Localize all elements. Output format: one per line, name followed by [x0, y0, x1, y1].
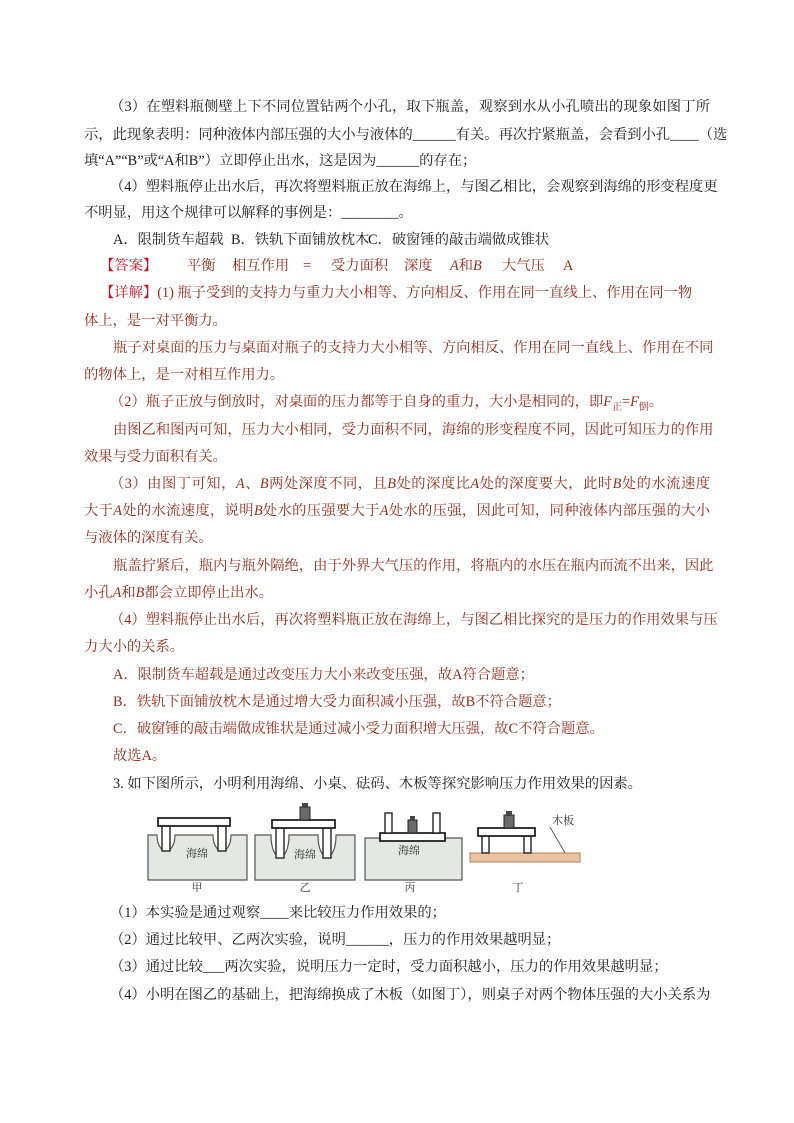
panel-label-jia: 甲 [191, 882, 203, 894]
variable-letter: A [379, 503, 389, 519]
weight [504, 815, 514, 828]
answer-item-3: = [303, 258, 312, 274]
detail-label: 【详解】 [100, 285, 158, 301]
formula-suffix: 。 [648, 394, 664, 410]
panel-label-yi: 乙 [299, 882, 311, 894]
detail-line-17: C．破窗锤的敲击端做成锥状是通过减小受力面积增大压强，故C不符合题意。 [113, 721, 604, 737]
panel-bing [365, 813, 462, 894]
answer-item-4: 受力面积 [331, 258, 389, 274]
variable-letter: A [450, 258, 459, 274]
weight-knob [506, 811, 512, 815]
detail-line-10: 与液体的深度有关。 [84, 530, 213, 546]
q2-options [113, 230, 613, 250]
board-leader-line [550, 827, 565, 853]
weight [300, 807, 310, 820]
option-a: A．限制货车超载 [113, 232, 224, 248]
detail-line-14: 力大小的关系。 [84, 639, 185, 655]
table-leg-right [323, 828, 331, 858]
sponge-label: 海绵 [186, 848, 208, 860]
answer-item-8: A [563, 258, 574, 274]
subscript-inverted: 倒 [638, 402, 649, 413]
option-c: C．破窗锤的敲击端做成锥状 [368, 232, 550, 248]
variable-letter: B [259, 476, 269, 492]
variable-letter: B [473, 258, 482, 274]
variable-letter: A [113, 503, 122, 519]
detail-line-7: 效果与受力面积有关。 [84, 449, 227, 465]
variable-letter: A [112, 585, 122, 601]
q3-subquestion-4: （4）小明在图乙的基础上，把海绵换成了木板（如图丁），则桌子对两个物体压强的大小关系为 [110, 987, 711, 1003]
detail-line-4: 的物体上，是一对相互作用力。 [84, 367, 285, 383]
panel-ding [470, 811, 580, 894]
answer-item-6: A和B [450, 258, 482, 274]
table-leg-right [218, 826, 226, 851]
q3-subquestion-1: （1）本实验是通过观察____来比较压力作用效果的； [110, 905, 446, 921]
table-leg-left [162, 826, 170, 851]
answer-item-7: 大气压 [502, 258, 545, 274]
variable-letter: B [135, 585, 145, 601]
answer-label: 【答案】 [100, 258, 158, 274]
table-leg-left [385, 813, 392, 833]
answer-item-1: 平衡 [187, 258, 216, 274]
q3-stem: 3. 如下图所示，小明利用海绵、小桌、砝码、木板等探究影响压力作用效果的因素。 [113, 776, 642, 792]
force-symbol: F [603, 394, 612, 410]
weight-knob [410, 816, 415, 820]
force-symbol: F [630, 394, 639, 410]
option-b: B．铁轨下面铺放枕木 [231, 232, 370, 248]
panel-yi [255, 803, 355, 894]
detail-line-2: 体上，是一对平衡力。 [84, 313, 227, 329]
variable-letter: A [470, 476, 480, 492]
detail-line-16: B．铁轨下面铺放枕木是通过增大受力面积减小压强，故B不符合题意； [113, 694, 561, 710]
sponge-label: 海绵 [294, 849, 316, 861]
table-leg-right [524, 836, 531, 853]
panel-label-ding: 丁 [512, 882, 524, 894]
subscript-upright: 正 [611, 402, 622, 413]
table-leg-left [482, 836, 489, 853]
variable-letter: A [235, 476, 245, 492]
variable-letter: B [387, 476, 397, 492]
detail-line-13: （4）塑料瓶停止出水后，再次将塑料瓶正放在海绵上，与图乙相比探究的是压力的作用效果与压 [110, 612, 718, 628]
detail-line-6: 由图乙和图丙可知，压力大小相同，受力面积不同，海绵的形变程度不同，因此可知压力的作用 [113, 422, 714, 438]
q3-subquestion-3: （3）通过比较___两次实验，说明压力一定时，受力面积越小，压力的作用效果越明显； [110, 959, 668, 975]
sponge-label: 海绵 [398, 845, 420, 857]
equals-sign: = [621, 394, 631, 410]
detail-line-9: 大于A处的水流速度，说明B处水的压强要大于A处水的压强，因此可知，同种液体内部压强的大小 [84, 503, 711, 519]
detail-line-15: A．限制货车超载是通过改变压力大小来改变压强，故A符合题意； [113, 667, 534, 683]
panel-jia [148, 818, 247, 894]
weight [408, 820, 417, 833]
detail-text: (1) 瓶子受到的支持力与重力大小相等、方向相反、作用在同一直线上、作用在同一物 [157, 285, 693, 301]
variable-letter: B [612, 476, 622, 492]
q2-part4-line1: （4）塑料瓶停止出水后，再次将塑料瓶正放在海绵上，与图乙相比，会观察到海绵的形变程度更 [110, 179, 718, 195]
q2-part4-line2: 不明显，用这个规律可以解释的事例是：________。 [84, 205, 413, 221]
variable-letter: B [253, 503, 263, 519]
table-leg-left [276, 828, 284, 858]
detail-line-3: 瓶子对桌面的压力与桌面对瓶子的支持力大小相等、方向相反、作用在同一直线上、作用在不同 [113, 340, 714, 356]
detail-formula-line [110, 392, 663, 412]
weight-knob [302, 803, 308, 807]
wood-board [470, 853, 580, 862]
answer-item-5: 深度 [404, 258, 433, 274]
answer-item-2: 相互作用 [232, 258, 290, 274]
detail-line-11: 瓶盖拧紧后，瓶内与瓶外隔绝，由于外界大气压的作用，将瓶内的水压在瓶内而流不出来，因此 [113, 558, 714, 574]
q2-part3-line1: （3）在塑料瓶侧壁上下不同位置钻两个小孔，取下瓶盖，观察到水从小孔喷出的现象如图丁所 [110, 99, 710, 115]
formula-prefix: （2）瓶子正放与倒放时，对桌面的压力都等于自身的重力，大小是相同的，即 [110, 394, 604, 410]
experiment-figure [140, 800, 610, 898]
table-top [158, 818, 230, 826]
table-top-inverted [380, 833, 445, 841]
answer-line [100, 256, 580, 276]
detail-line-1 [100, 283, 710, 303]
detail-line-8: （3）由图丁可知，A、B两处深度不同，且B处的深度比A处的深度要大，此时B处的水流速度 [110, 476, 711, 492]
q2-part3-line3: 填“A”“B”或“A和B”）立即停止出水，这是因为______的存在； [84, 153, 477, 169]
q3-subquestion-2: （2）通过比较甲、乙两次实验，说明______，压力的作用效果越明显； [110, 932, 561, 948]
detail-line-12: 小孔A和B都会立即停止出水。 [84, 585, 274, 601]
panel-label-bing: 丙 [404, 882, 416, 894]
table-top [272, 820, 335, 828]
board-label: 木板 [552, 815, 574, 827]
q2-part3-line2: 示，此现象表明：同种液体内部压强的大小与液体的______有关。再次拧紧瓶盖，会看到小孔____（选 [84, 127, 728, 143]
table-leg-right [433, 813, 440, 833]
detail-line-18: 故选A。 [113, 748, 167, 764]
table-top [478, 828, 535, 836]
